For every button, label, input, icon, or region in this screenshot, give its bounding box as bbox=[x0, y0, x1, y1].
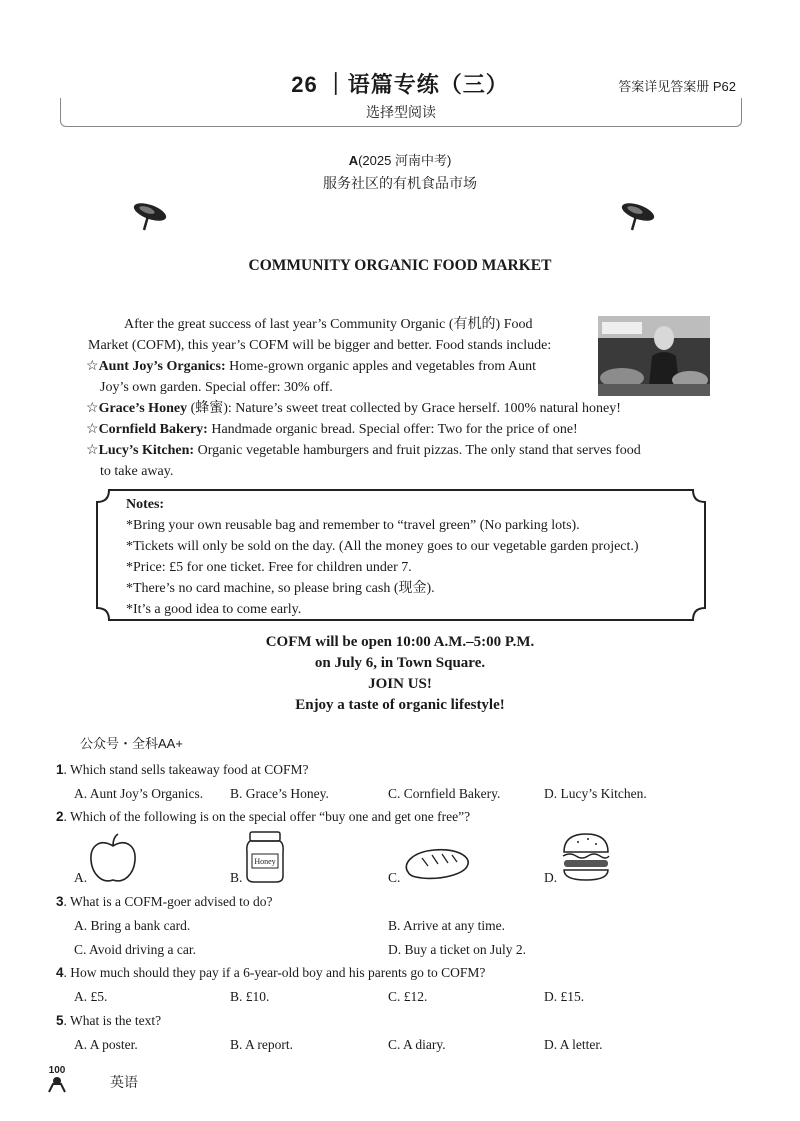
note-line: *It’s a good idea to come early. bbox=[126, 602, 302, 617]
market-vendor-photo bbox=[598, 316, 710, 396]
apple-icon bbox=[88, 832, 138, 884]
option-2d[interactable]: D. bbox=[544, 870, 558, 885]
question-4: 4. How much should they pay if a 6-year-old boy and his parents go to COFM? bbox=[56, 965, 486, 980]
question-1: 1. Which stand sells takeaway food at COFM? bbox=[56, 762, 309, 777]
stand-cornfield-bakery: ☆Cornfield Bakery: Handmade organic bread. Special offer: Two for the price of one! bbox=[86, 422, 578, 437]
question-2: 2. Which of the following is on the special offer “buy one and get one free”? bbox=[56, 809, 471, 824]
watermark-text: 公众号・全科AA+ bbox=[80, 736, 183, 751]
stand-lucy-kitchen: ☆Lucy’s Kitchen: Organic vegetable hamburgers and fruit pizzas. The only stand that serves food bbox=[86, 443, 641, 458]
stand-grace-honey: ☆Grace’s Honey (蜂蜜): Nature’s sweet treat collected by Grace herself. 100% natural honey! bbox=[86, 401, 621, 416]
intro-line-1: After the great success of last year’s Community Organic (有机的) Food bbox=[124, 317, 533, 332]
option-4a[interactable]: A. £5. bbox=[74, 989, 108, 1004]
stand-lucy-kitchen-cont: to take away. bbox=[100, 464, 174, 479]
closing-line-4: Enjoy a taste of organic lifestyle! bbox=[295, 697, 505, 713]
option-5a[interactable]: A. A poster. bbox=[74, 1037, 138, 1052]
option-5d[interactable]: D. A letter. bbox=[544, 1037, 603, 1052]
note-line: *Bring your own reusable bag and remember to “travel green” (No parking lots). bbox=[126, 518, 580, 533]
stand-aunt-joy: ☆Aunt Joy’s Organics: Home-grown organic apples and vegetables from Aunt bbox=[86, 359, 536, 374]
section-subtitle: 选择型阅读 bbox=[60, 98, 742, 127]
note-line: *There’s no card machine, so please bring cash (现金). bbox=[126, 581, 435, 596]
article-title: COMMUNITY ORGANIC FOOD MARKET bbox=[248, 257, 552, 274]
option-2b[interactable]: B. bbox=[230, 870, 243, 885]
option-2c[interactable]: C. bbox=[388, 870, 401, 885]
chinese-title: 服务社区的有机食品市场 bbox=[323, 175, 477, 191]
closing-line-1: COFM will be open 10:00 A.M.–5:00 P.M. bbox=[265, 634, 535, 650]
question-3: 3. What is a COFM-goer advised to do? bbox=[56, 894, 273, 909]
closing-line-3: JOIN US! bbox=[368, 676, 432, 692]
option-4b[interactable]: B. £10. bbox=[230, 989, 270, 1004]
answer-reference: 答案详见答案册 P62 bbox=[618, 79, 736, 94]
bread-icon bbox=[402, 846, 472, 882]
pushpin-icon bbox=[618, 200, 658, 234]
page-number-mascot-icon bbox=[44, 1062, 70, 1094]
option-3c[interactable]: C. Avoid driving a car. bbox=[74, 942, 196, 957]
notes-title: Notes: bbox=[126, 497, 165, 512]
section-letter: A bbox=[348, 153, 359, 168]
hamburger-icon bbox=[560, 830, 612, 882]
option-1c[interactable]: C. Cornfield Bakery. bbox=[388, 786, 501, 801]
option-5b[interactable]: B. A report. bbox=[230, 1037, 293, 1052]
option-1b[interactable]: B. Grace’s Honey. bbox=[230, 786, 329, 801]
option-3d[interactable]: D. Buy a ticket on July 2. bbox=[388, 942, 526, 957]
notes-content bbox=[126, 494, 696, 620]
option-4c[interactable]: C. £12. bbox=[388, 989, 428, 1004]
stand-aunt-joy-cont: Joy’s own garden. Special offer: 30% off. bbox=[100, 380, 333, 395]
option-1d[interactable]: D. Lucy’s Kitchen. bbox=[544, 786, 647, 801]
option-5c[interactable]: C. A diary. bbox=[388, 1037, 446, 1052]
option-4d[interactable]: D. £15. bbox=[544, 989, 585, 1004]
note-line: *Price: £5 for one ticket. Free for children under 7. bbox=[126, 560, 412, 575]
option-3a[interactable]: A. Bring a bank card. bbox=[74, 918, 191, 933]
question-5: 5. What is the text? bbox=[56, 1013, 162, 1028]
option-3b[interactable]: B. Arrive at any time. bbox=[388, 918, 505, 933]
note-line: *Tickets will only be sold on the day. (All the money goes to our vegetable garden project.) bbox=[126, 539, 639, 554]
intro-line-2: Market (COFM), this year’s COFM will be bigger and better. Food stands include: bbox=[88, 338, 552, 353]
section-source: (2025 河南中考) bbox=[358, 153, 452, 168]
pushpin-icon bbox=[130, 200, 170, 234]
honey-jar-icon bbox=[244, 830, 286, 884]
footer-subject: 英语 bbox=[110, 1074, 138, 1090]
svg-text:Honey: Honey bbox=[254, 857, 276, 866]
option-1a[interactable]: A. Aunt Joy’s Organics. bbox=[74, 786, 204, 801]
svg-text:100: 100 bbox=[48, 1065, 66, 1076]
section-label bbox=[0, 150, 800, 169]
closing-line-2: on July 6, in Town Square. bbox=[314, 655, 486, 671]
option-2a[interactable]: A. bbox=[74, 870, 88, 885]
page-title: 26 ｜语篇专练（三） bbox=[291, 72, 509, 97]
